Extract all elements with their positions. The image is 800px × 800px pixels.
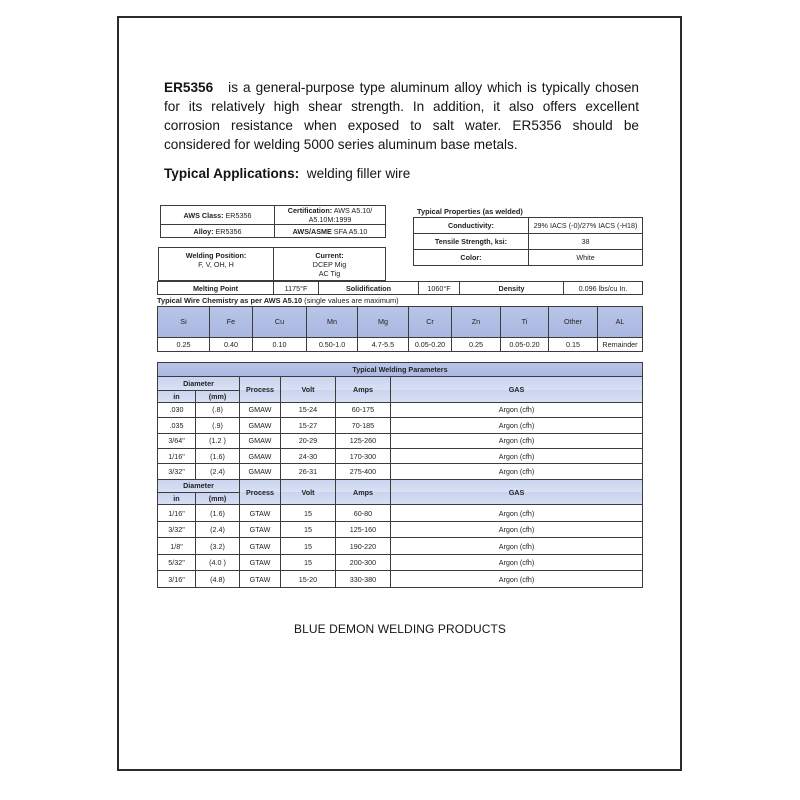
cell-gas: Argon (cfh) — [391, 402, 643, 417]
cell-in: .035 — [158, 418, 196, 433]
solidification-label: Solidification — [319, 282, 419, 295]
certification-value-2: A5.10M:1999 — [308, 215, 352, 224]
cell-amps: 170-300 — [336, 449, 391, 464]
alloy-cell — [161, 225, 275, 238]
cell-volt: 20-29 — [281, 433, 336, 448]
aws-class-label: AWS Class: — [183, 210, 224, 220]
table-row — [158, 505, 643, 522]
class-table — [160, 205, 386, 238]
gtaw-in-header: in — [158, 493, 196, 505]
welding-position-value: F, V, OH, H — [198, 260, 234, 269]
cell-volt: 15-24 — [281, 402, 336, 417]
cell-amps: 275-400 — [336, 464, 391, 479]
tensile-strength-label: Tensile Strength, ksi: — [414, 234, 529, 250]
position-table — [158, 247, 386, 281]
cell-in: 3/32" — [158, 464, 196, 479]
cell-in: 1/16" — [158, 449, 196, 464]
cell-process: GTAW — [240, 521, 281, 538]
gmaw-amps-header: Amps — [336, 377, 391, 402]
cell-in: 1/8" — [158, 538, 196, 555]
cell-mm: (2.4) — [196, 464, 240, 479]
properties-table — [413, 217, 643, 266]
certification-label: Certification: — [287, 206, 333, 215]
chem-value-other: 0.15 — [549, 337, 598, 351]
cell-process: GTAW — [240, 505, 281, 522]
certification-cell — [275, 206, 386, 225]
chem-header-cr: Cr — [409, 307, 452, 338]
cell-process: GTAW — [240, 571, 281, 588]
cell-mm: (3.2) — [196, 538, 240, 555]
conductivity-value: 29% IACS (-0)/27% IACS (-H18) — [529, 218, 643, 234]
cell-volt: 15 — [281, 538, 336, 555]
cell-amps: 190-220 — [336, 538, 391, 555]
chem-value-cr: 0.05-0.20 — [409, 337, 452, 351]
chem-value-mg: 4.7-5.5 — [358, 337, 409, 351]
chemistry-table — [157, 306, 643, 352]
cell-mm: (.9) — [196, 418, 240, 433]
table-row — [158, 402, 643, 417]
chemistry-caption — [157, 296, 399, 305]
cell-amps: 330-380 — [336, 571, 391, 588]
chem-header-other: Other — [549, 307, 598, 338]
cell-process: GMAW — [240, 449, 281, 464]
cell-gas: Argon (cfh) — [391, 464, 643, 479]
gtaw-process-header: Process — [240, 479, 281, 504]
chem-value-zn: 0.25 — [452, 337, 501, 351]
cell-mm: (1.6) — [196, 505, 240, 522]
chem-header-zn: Zn — [452, 307, 501, 338]
chem-value-al: Remainder — [598, 337, 643, 351]
cell-mm: (4.8) — [196, 571, 240, 588]
gmaw-diameter-header: Diameter — [158, 377, 240, 390]
cell-in: 3/32" — [158, 521, 196, 538]
welding-params-table — [157, 362, 643, 588]
chem-value-cu: 0.10 — [253, 337, 307, 351]
table-row — [158, 464, 643, 479]
certification-value-1: AWS A5.10/ — [333, 206, 373, 215]
cell-mm: (.8) — [196, 402, 240, 417]
melting-point-label: Melting Point — [158, 282, 274, 295]
cell-volt: 15 — [281, 554, 336, 571]
cell-amps: 60-80 — [336, 505, 391, 522]
properties-title: Typical Properties (as welded) — [417, 207, 523, 216]
chemistry-caption-title: Typical Wire Chemistry as per AWS A5.10 — [157, 296, 303, 305]
cell-volt: 15-27 — [281, 418, 336, 433]
cell-in: 3/64" — [158, 433, 196, 448]
cell-mm: (1.6) — [196, 449, 240, 464]
asme-label: AWS/ASME — [292, 226, 332, 236]
cell-gas: Argon (cfh) — [391, 433, 643, 448]
cell-process: GMAW — [240, 433, 281, 448]
product-code: ER5356 — [164, 80, 214, 95]
applications-label: Typical Applications: — [164, 166, 300, 181]
chem-header-al: AL — [598, 307, 643, 338]
current-value-2: AC Tig — [318, 268, 341, 278]
chem-header-ti: Ti — [501, 307, 549, 338]
alloy-value: ER5356 — [215, 226, 242, 236]
color-label: Color: — [414, 250, 529, 266]
cell-volt: 15 — [281, 521, 336, 538]
cell-mm: (4.0 ) — [196, 554, 240, 571]
cell-volt: 24-30 — [281, 449, 336, 464]
gmaw-process-header: Process — [240, 377, 281, 402]
solidification-value: 1060°F — [419, 282, 460, 295]
table-row — [158, 433, 643, 448]
asme-cell — [275, 225, 386, 238]
chem-header-mg: Mg — [358, 307, 409, 338]
cell-mm: (2.4) — [196, 521, 240, 538]
chem-header-fe: Fe — [210, 307, 253, 338]
gmaw-in-header: in — [158, 390, 196, 402]
cell-amps: 125-260 — [336, 433, 391, 448]
cell-amps: 70-185 — [336, 418, 391, 433]
company-footer: BLUE DEMON WELDING PRODUCTS — [293, 622, 507, 636]
intro-text: is a general-purpose type aluminum alloy which is typically chosen for its relatively high shear strength. In addition, it also offers excellent corrosion resistance when exposed to salt water. ER5356 should be considered for welding 5000 series aluminum base metals. — [164, 80, 639, 152]
density-value: 0.096 lbs/cu In. — [564, 282, 643, 295]
table-row — [158, 538, 643, 555]
cell-process: GMAW — [240, 402, 281, 417]
welding-params-title: Typical Welding Parameters — [158, 363, 643, 377]
cell-gas: Argon (cfh) — [391, 505, 643, 522]
cell-process: GMAW — [240, 418, 281, 433]
melting-point-value: 1175°F — [274, 282, 319, 295]
aws-class-cell — [161, 206, 275, 225]
chem-header-mn: Mn — [307, 307, 358, 338]
conductivity-label: Conductivity: — [414, 218, 529, 234]
cell-in: .030 — [158, 402, 196, 417]
cell-gas: Argon (cfh) — [391, 449, 643, 464]
cell-gas: Argon (cfh) — [391, 418, 643, 433]
color-value: White — [529, 250, 643, 266]
chemistry-caption-note: (single values are maximum) — [304, 296, 399, 305]
cell-gas: Argon (cfh) — [391, 554, 643, 571]
gtaw-volt-header: Volt — [281, 479, 336, 504]
cell-amps: 200-300 — [336, 554, 391, 571]
cell-in: 1/16" — [158, 505, 196, 522]
gtaw-amps-header: Amps — [336, 479, 391, 504]
table-row — [158, 571, 643, 588]
thermal-table — [157, 281, 643, 295]
chem-header-cu: Cu — [253, 307, 307, 338]
gmaw-volt-header: Volt — [281, 377, 336, 402]
chem-value-si: 0.25 — [158, 337, 210, 351]
gtaw-mm-header: (mm) — [196, 493, 240, 505]
tensile-strength-value: 38 — [529, 234, 643, 250]
gtaw-diameter-header: Diameter — [158, 479, 240, 492]
table-row — [158, 521, 643, 538]
cell-process: GMAW — [240, 464, 281, 479]
chem-header-si: Si — [158, 307, 210, 338]
applications-value: welding filler wire — [306, 166, 411, 181]
chem-value-mn: 0.50-1.0 — [307, 337, 358, 351]
cell-process: GTAW — [240, 538, 281, 555]
cell-volt: 15-20 — [281, 571, 336, 588]
cell-in: 3/16" — [158, 571, 196, 588]
welding-position-cell — [159, 248, 274, 281]
cell-mm: (1.2 ) — [196, 433, 240, 448]
current-cell — [274, 248, 386, 281]
gmaw-gas-header: GAS — [391, 377, 643, 402]
chem-value-ti: 0.05-0.20 — [501, 337, 549, 351]
chem-value-fe: 0.40 — [210, 337, 253, 351]
cell-amps: 125-160 — [336, 521, 391, 538]
gmaw-mm-header: (mm) — [196, 390, 240, 402]
current-label: Current: — [315, 250, 344, 260]
table-row — [158, 554, 643, 571]
cell-amps: 60-175 — [336, 402, 391, 417]
gtaw-gas-header: GAS — [391, 479, 643, 504]
current-value-1: DCEP Mig — [312, 259, 347, 269]
typical-applications — [164, 166, 410, 181]
cell-in: 5/32" — [158, 554, 196, 571]
cell-process: GTAW — [240, 554, 281, 571]
alloy-label: Alloy: — [193, 226, 214, 236]
density-label: Density — [460, 282, 564, 295]
cell-volt: 15 — [281, 505, 336, 522]
cell-gas: Argon (cfh) — [391, 521, 643, 538]
cell-volt: 26-31 — [281, 464, 336, 479]
table-row — [158, 418, 643, 433]
welding-position-label: Welding Position: — [185, 251, 247, 260]
cell-gas: Argon (cfh) — [391, 538, 643, 555]
intro-paragraph — [164, 78, 639, 154]
table-row — [158, 449, 643, 464]
asme-value: SFA A5.10 — [333, 226, 368, 236]
aws-class-value: ER5356 — [225, 210, 252, 220]
cell-gas: Argon (cfh) — [391, 571, 643, 588]
